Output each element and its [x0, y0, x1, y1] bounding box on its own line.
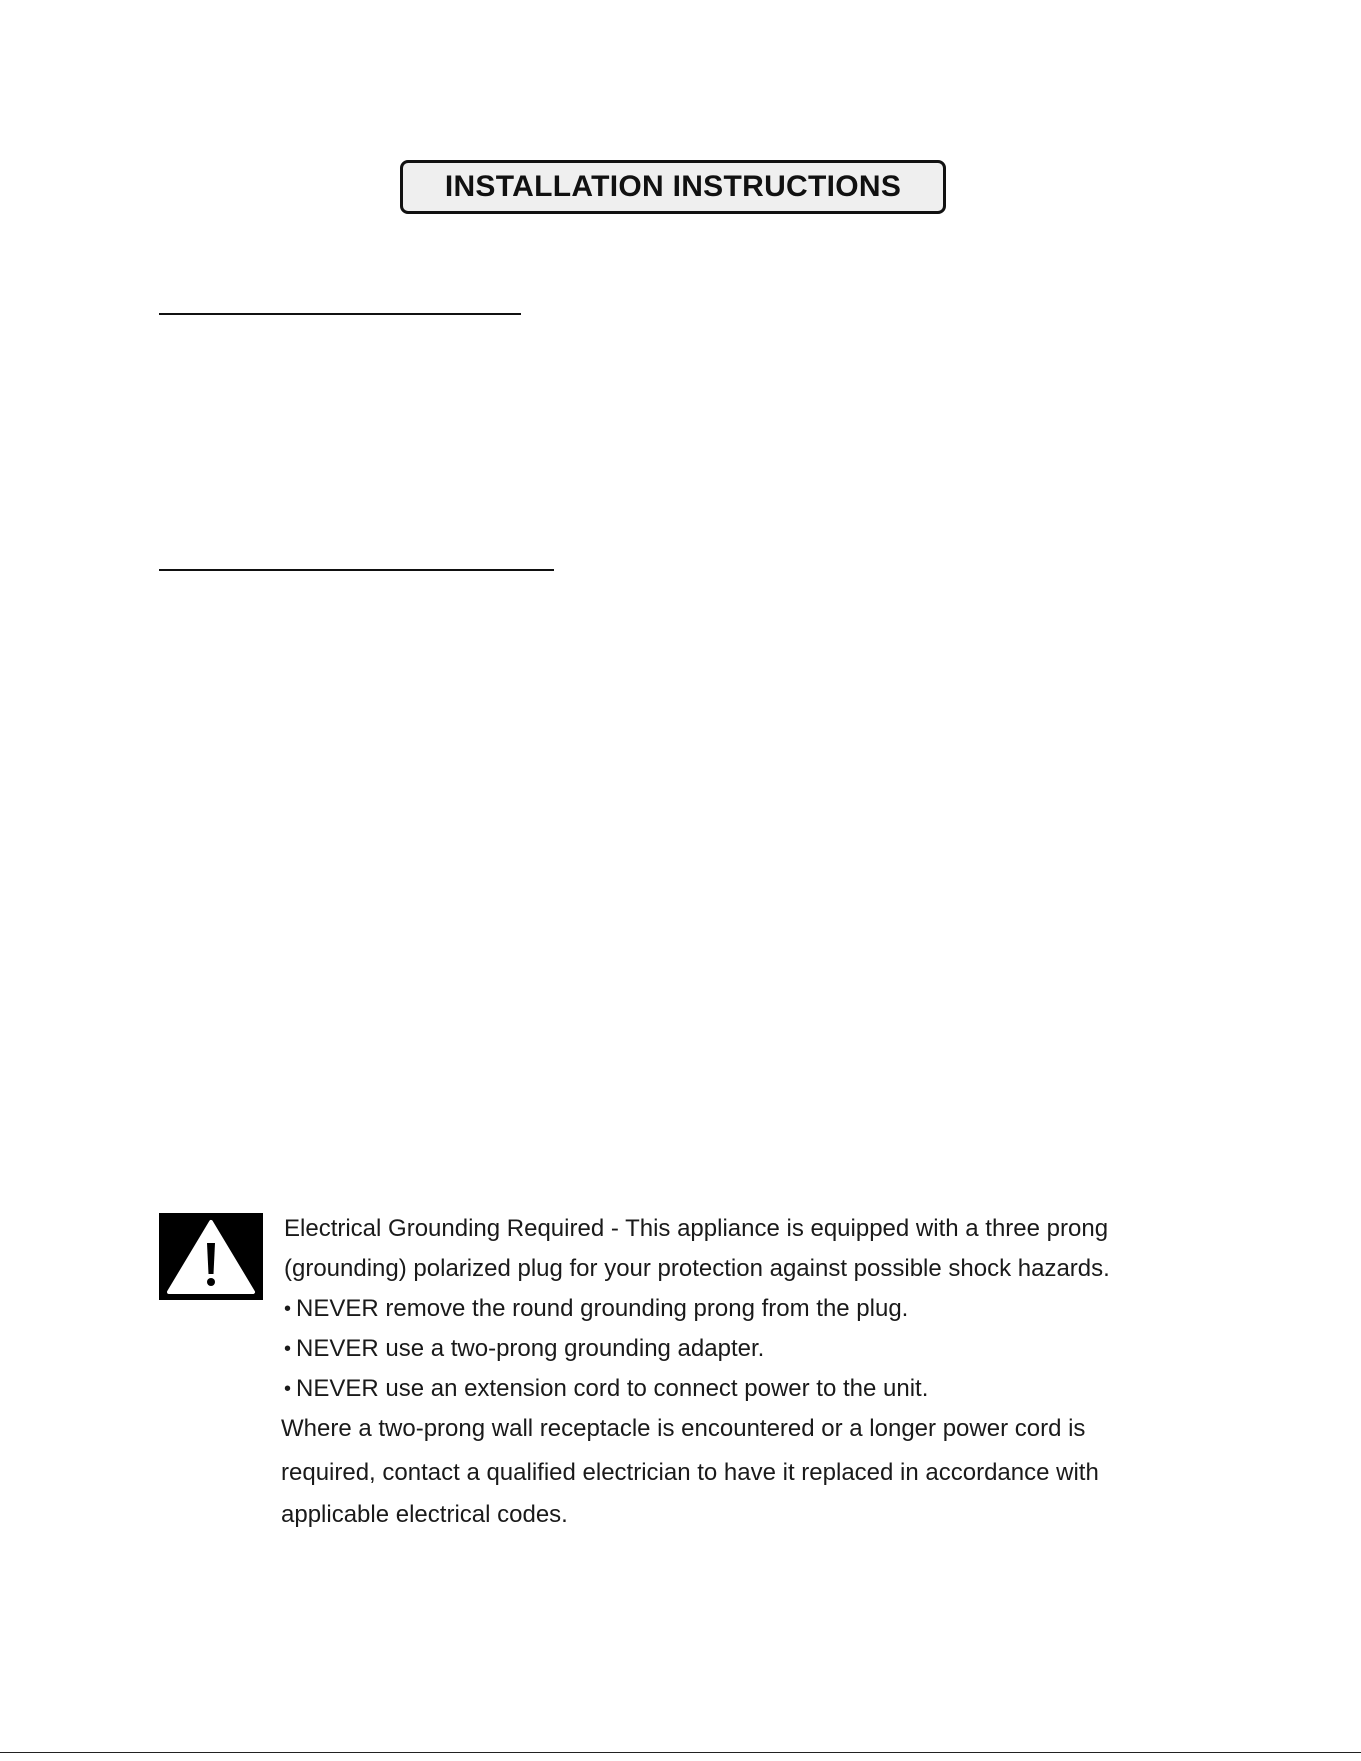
warning-bullet-text: NEVER use an extension cord to connect power to the unit. — [296, 1375, 929, 1402]
bullet-icon: • — [284, 1338, 292, 1360]
warning-closing-line-2: required, contact a qualified electrician to have it replaced in accordance with — [281, 1459, 1099, 1486]
warning-intro-line-1: Electrical Grounding Required - This appliance is equipped with a three prong — [284, 1215, 1109, 1242]
page-bottom-rule — [0, 1752, 1361, 1753]
warning-bullet-item — [284, 1375, 928, 1403]
warning-bullet-text: NEVER remove the round grounding prong from the plug. — [296, 1295, 909, 1322]
warning-bullet-item — [284, 1335, 764, 1363]
warning-intro-line-2: (grounding) polarized plug for your protection against possible shock hazards. — [284, 1255, 1110, 1282]
page-title: INSTALLATION INSTRUCTIONS — [444, 170, 902, 203]
section-heading-underline-1 — [159, 313, 521, 315]
bullet-icon: • — [284, 1298, 292, 1320]
warning-triangle-icon — [159, 1213, 263, 1300]
warning-bullet-text: NEVER use a two-prong grounding adapter. — [296, 1335, 765, 1362]
title-box — [400, 160, 946, 214]
section-heading-underline-2 — [159, 569, 554, 571]
warning-closing-line-3: applicable electrical codes. — [281, 1501, 568, 1528]
bullet-icon: • — [284, 1378, 292, 1400]
warning-closing-line-1: Where a two-prong wall receptacle is encountered or a longer power cord is — [281, 1415, 1086, 1442]
warning-bullet-item — [284, 1295, 908, 1323]
